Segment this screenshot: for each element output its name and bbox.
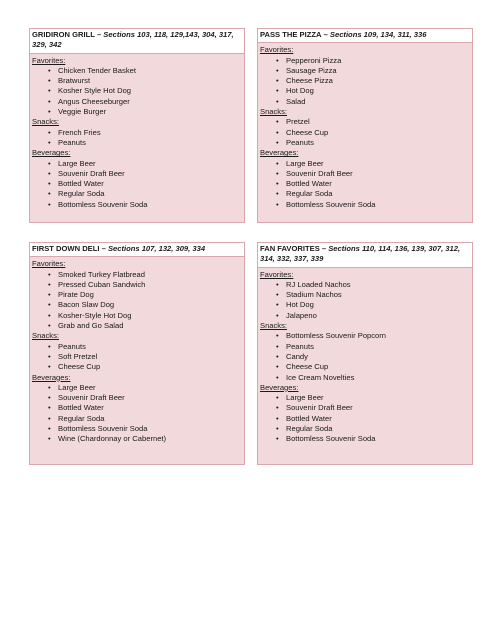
menu-item: • Sausage Pizza [260,66,470,76]
menu-item: • Chicken Tender Basket [32,66,242,76]
menu-item: • Pressed Cuban Sandwich [32,280,242,290]
stand-header [258,29,472,43]
stand-menu [30,257,244,448]
menu-item: • Kosher Style Hot Dog [32,86,242,96]
menu-item: • Ice Cream Novelties [260,373,470,383]
menu-item: • Bacon Slaw Dog [32,300,242,310]
menu-item: • Cheese Pizza [260,76,470,86]
stand-card-first-down-deli [29,242,245,465]
stand-sections: – Sections 109, 134, 311, 336 [321,30,427,39]
stand-name: FAN FAVORITES [260,244,320,253]
stand-header [258,243,472,268]
menu-item: • Peanuts [260,342,470,352]
category-snacks: Snacks: [32,331,60,341]
menu-item: • Regular Soda [260,424,470,434]
menu-item: • Bottled Water [260,414,470,424]
menu-item: • Hot Dog [260,300,470,310]
menu-item: • Pepperoni Pizza [260,56,470,66]
stand-header [30,243,244,257]
stand-name: PASS THE PIZZA [260,30,322,39]
menu-item: • Large Beer [260,159,470,169]
stand-name: GRIDIRON GRILL [32,30,95,39]
category-favorites: Favorites: [32,55,66,65]
menu-item: • Veggie Burger [32,107,242,117]
menu-item: • Candy [260,352,470,362]
menu-item: • Bottomless Souvenir Soda [32,424,242,434]
menu-item: • Regular Soda [32,414,242,424]
menu-item: • Bottomless Souvenir Popcorn [260,331,470,341]
stand-sections: – Sections 107, 132, 309, 334 [99,244,206,253]
menu-item: • Jalapeno [260,311,470,321]
menu-item: • Souvenir Draft Beer [32,169,242,179]
stand-menu [258,268,472,449]
stand-menu [258,43,472,214]
menu-item: • Peanuts [32,138,242,148]
menu-item: • Regular Soda [260,189,470,199]
menu-item: • Large Beer [32,159,242,169]
category-favorites: Favorites: [260,269,294,279]
menu-item: • Souvenir Draft Beer [260,403,470,413]
stand-name: FIRST DOWN DELI [32,244,100,253]
category-snacks: Snacks: [32,117,60,127]
stand-card-pass-the-pizza [257,28,473,223]
menu-item: • Stadium Nachos [260,290,470,300]
menu-item: • RJ Loaded Nachos [260,280,470,290]
stand-header [30,29,244,54]
menu-item: • Regular Soda [32,189,242,199]
menu-item: • Kosher-Style Hot Dog [32,311,242,321]
menu-item: • Bottomless Souvenir Soda [32,200,242,210]
stand-sections: – Sections 103, 118, 129,143, 304, 317, 329, 342 [32,30,234,50]
category-beverages: Beverages: [260,382,299,392]
menu-item: • Bottomless Souvenir Soda [260,434,470,444]
menu-item: • Bottomless Souvenir Soda [260,200,470,210]
menu-item: • Large Beer [260,393,470,403]
category-favorites: Favorites: [260,45,294,55]
menu-item: • Angus Cheeseburger [32,97,242,107]
menu-item: • Peanuts [32,342,242,352]
menu-item: • Bottled Water [260,179,470,189]
menu-item: • Salad [260,97,470,107]
stand-menu [30,54,244,214]
category-favorites: Favorites: [32,259,66,269]
menu-item: • Smoked Turkey Flatbread [32,270,242,280]
menu-item: • Cheese Cup [260,362,470,372]
category-snacks: Snacks: [260,321,288,331]
category-beverages: Beverages: [32,372,71,382]
menu-item: • Souvenir Draft Beer [260,169,470,179]
menu-item: • Cheese Cup [32,362,242,372]
menu-item: • Bratwurst [32,76,242,86]
category-beverages: Beverages: [32,148,71,158]
category-snacks: Snacks: [260,107,288,117]
menu-item: • Souvenir Draft Beer [32,393,242,403]
stand-card-gridiron-grill [29,28,245,223]
menu-item: • Cheese Cup [260,128,470,138]
menu-item: • French Fries [32,128,242,138]
menu-item: • Pirate Dog [32,290,242,300]
menu-item: • Peanuts [260,138,470,148]
menu-item: • Wine (Chardonnay or Cabernet) [32,434,242,444]
menu-item: • Hot Dog [260,86,470,96]
stand-sections: – Sections 110, 114, 136, 139, 307, 312, 314, 332, 337, 339 [260,244,461,264]
menu-item: • Large Beer [32,383,242,393]
category-beverages: Beverages: [260,148,299,158]
menu-item: • Soft Pretzel [32,352,242,362]
stand-card-fan-favorites [257,242,473,465]
menu-item: • Bottled Water [32,403,242,413]
menu-item: • Grab and Go Salad [32,321,242,331]
menu-item: • Bottled Water [32,179,242,189]
menu-item: • Pretzel [260,117,470,127]
